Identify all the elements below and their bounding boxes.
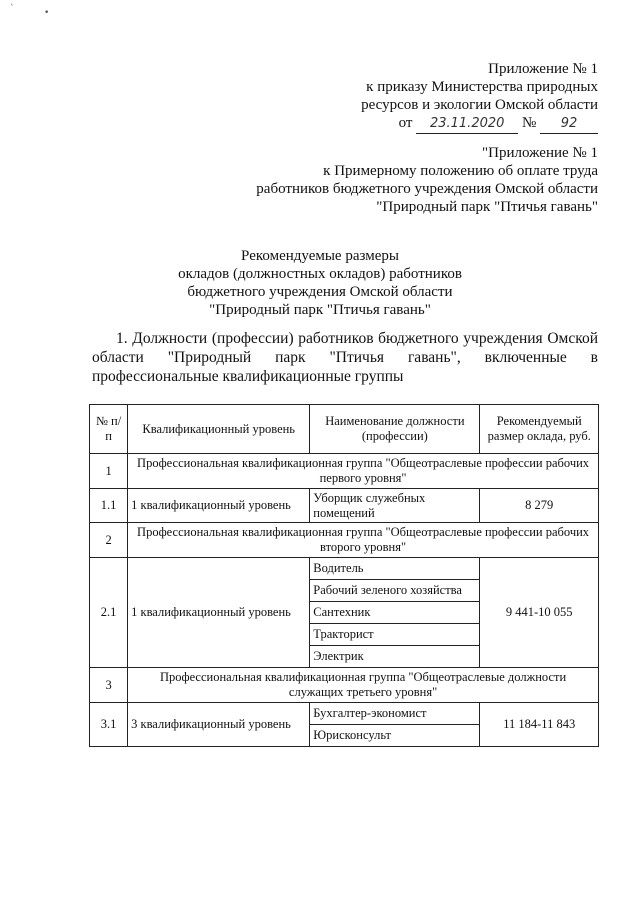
header-level: Квалификационный уровень [128,405,310,454]
row-level: 3 квалификационный уровень [128,703,310,747]
row-num: 3.1 [90,703,128,747]
order-line: Приложение № 1 [488,61,598,77]
group-title: Профессиональная квалификационная группа "Общеотраслевые должности служащих третьего уровня" [128,668,599,703]
row-salary: 9 441-10 055 [480,558,599,668]
group-row [90,523,599,558]
order-number-label: № [521,115,537,131]
row-level: 1 квалификационный уровень [128,489,310,523]
row-position: Сантехник [310,602,480,624]
order-line: к приказу Министерства природных [366,79,598,95]
order-date-prefix: от [398,115,413,131]
group-num: 2 [90,523,128,558]
row-level: 1 квалификационный уровень [128,558,310,668]
order-date: 23.11.2020 [416,115,518,134]
appendix-line: к Примерному положению об оплате труда [323,163,598,179]
row-num: 1.1 [90,489,128,523]
section-1-paragraph [92,329,598,386]
title-line: окладов (должностных окладов) работников [178,266,462,282]
appendix-line: "Природный парк "Птичья гавань" [376,199,598,215]
table-row [90,489,599,523]
row-position: Рабочий зеленого хозяйства [310,580,480,602]
row-position: Уборщик служебных помещений [310,489,480,523]
row-num: 2.1 [90,558,128,668]
table-row [90,703,599,725]
row-position: Тракторист [310,624,480,646]
order-line: ресурсов и экологии Омской области [361,97,598,113]
section-1-text: 1. Должности (профессии) работников бюджетного учреждения Омской области "Природный парк "Птичья гавань", включенные в профессиональные квалификационные группы [92,330,598,385]
order-reference [361,60,598,134]
table-header-row [90,405,599,454]
group-num: 1 [90,454,128,489]
header-salary: Рекомендуемый размер оклада, руб. [480,405,599,454]
appendix-reference [256,144,598,216]
header-num: № п/п [90,405,128,454]
group-num: 3 [90,668,128,703]
group-row [90,668,599,703]
row-salary: 8 279 [480,489,599,523]
order-date-line [361,114,598,134]
scan-speck: • [44,8,50,18]
group-title: Профессиональная квалификационная группа "Общеотраслевые профессии рабочих первого уровня" [128,454,599,489]
appendix-line: "Приложение № 1 [482,145,598,161]
group-row [90,454,599,489]
table-row [90,558,599,580]
title-line: Рекомендуемые размеры [241,248,399,264]
row-salary: 11 184-11 843 [480,703,599,747]
row-position: Юрисконсульт [310,725,480,747]
document-title [0,247,640,319]
group-title: Профессиональная квалификационная группа "Общеотраслевые профессии рабочих второго уровня" [128,523,599,558]
salary-table [89,404,599,747]
row-position: Водитель [310,558,480,580]
order-number: 92 [540,115,598,134]
row-position: Электрик [310,646,480,668]
header-position: Наименование должности (профессии) [310,405,480,454]
scan-speck: ˋ [10,4,15,14]
title-line: бюджетного учреждения Омской области [187,284,453,300]
title-line: "Природный парк "Птичья гавань" [209,302,431,318]
appendix-line: работников бюджетного учреждения Омской области [256,181,598,197]
row-position: Бухгалтер-экономист [310,703,480,725]
